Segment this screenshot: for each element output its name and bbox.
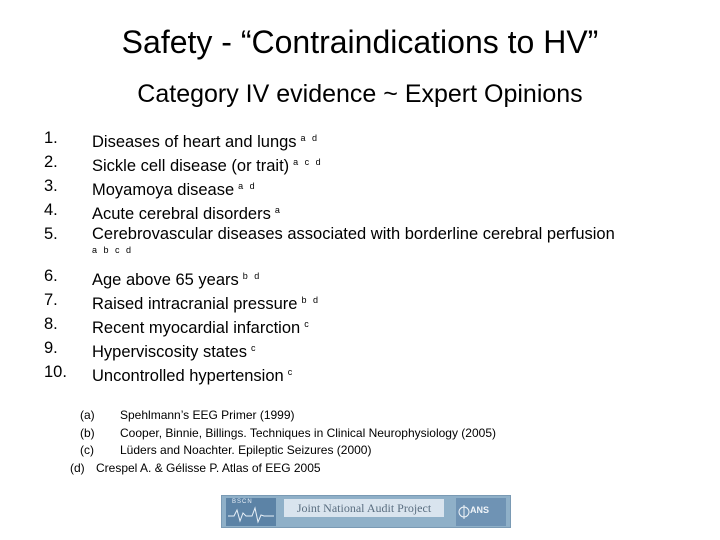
item-number: 2. — [44, 153, 58, 171]
item-text: Hyperviscosity states — [92, 343, 247, 361]
item-text: Uncontrolled hypertension — [92, 367, 284, 385]
audit-project-banner — [221, 495, 511, 528]
item-refs: a d — [300, 133, 320, 143]
item-text: Raised intracranial pressure — [92, 295, 298, 313]
item-refs: a c d — [293, 157, 323, 167]
reference-text: Lüders and Noachter. Epileptic Seizures (2000) — [120, 443, 372, 457]
item-refs: c — [304, 319, 311, 329]
list-item — [44, 360, 704, 384]
list-item — [44, 336, 704, 360]
reference-row — [70, 460, 670, 478]
list-item — [44, 264, 704, 288]
item-refs: b d — [242, 271, 262, 281]
banner-text: Joint National Audit Project — [296, 501, 432, 515]
reference-label: (b) — [80, 425, 95, 440]
ans-logo-text: ANS — [470, 505, 490, 515]
eeg-wave-icon — [228, 506, 274, 524]
bscn-logo-text: BSCN — [232, 499, 253, 505]
item-text: Diseases of heart and lungs — [92, 133, 297, 151]
list-item — [44, 312, 704, 336]
contraindications-list — [44, 126, 704, 384]
reference-text: Cooper, Binnie, Billings. Techniques in Clinical Neurophysiology (2005) — [120, 425, 496, 440]
item-text: Sickle cell disease (or trait) — [92, 157, 290, 175]
list-item — [44, 174, 704, 198]
reference-label: (c) — [80, 443, 94, 457]
item-text: Recent myocardial infarction — [92, 319, 301, 337]
reference-text: Crespel A. & Gélisse P. Atlas of EEG 2005 — [96, 460, 321, 475]
bscn-logo — [226, 498, 276, 526]
item-number: 1. — [44, 129, 58, 147]
item-refs: a b c d — [92, 245, 134, 255]
item-refs: a — [274, 205, 282, 215]
item-refs: c — [250, 343, 258, 353]
item-refs: c — [287, 367, 295, 377]
list-item — [44, 222, 704, 255]
item-number: 4. — [44, 201, 58, 219]
slide-subtitle: Category IV evidence ~ Expert Opinions — [137, 80, 583, 108]
list-item — [44, 126, 704, 150]
list-item — [44, 150, 704, 174]
item-text: Acute cerebral disorders — [92, 205, 271, 223]
reference-text: Spehlmann’s EEG Primer (1999) — [120, 408, 295, 422]
item-number: 6. — [44, 267, 58, 285]
reference-row — [70, 407, 670, 425]
item-refs: a d — [238, 181, 257, 191]
item-number: 8. — [44, 315, 58, 333]
list-item — [44, 198, 704, 222]
item-text: Cerebrovascular diseases associated with borderline cerebral perfusion — [92, 225, 615, 243]
item-refs: b d — [301, 295, 320, 305]
item-number: 9. — [44, 339, 58, 357]
item-number: 10. — [44, 363, 67, 381]
reference-label: (d) — [70, 460, 85, 475]
item-text: Moyamoya disease — [92, 181, 235, 199]
item-text: Age above 65 years — [92, 271, 239, 289]
ans-emblem-icon — [458, 502, 470, 522]
reference-row — [70, 442, 670, 460]
references — [70, 407, 670, 477]
ans-logo — [456, 498, 506, 526]
banner-text-box — [284, 499, 444, 517]
item-number: 5. — [44, 225, 58, 243]
item-number: 7. — [44, 291, 58, 309]
reference-label: (a) — [80, 408, 95, 422]
list-item — [44, 288, 704, 312]
reference-row — [70, 425, 670, 443]
slide-title: Safety - “Contraindications to HV” — [121, 24, 599, 60]
item-number: 3. — [44, 177, 58, 195]
